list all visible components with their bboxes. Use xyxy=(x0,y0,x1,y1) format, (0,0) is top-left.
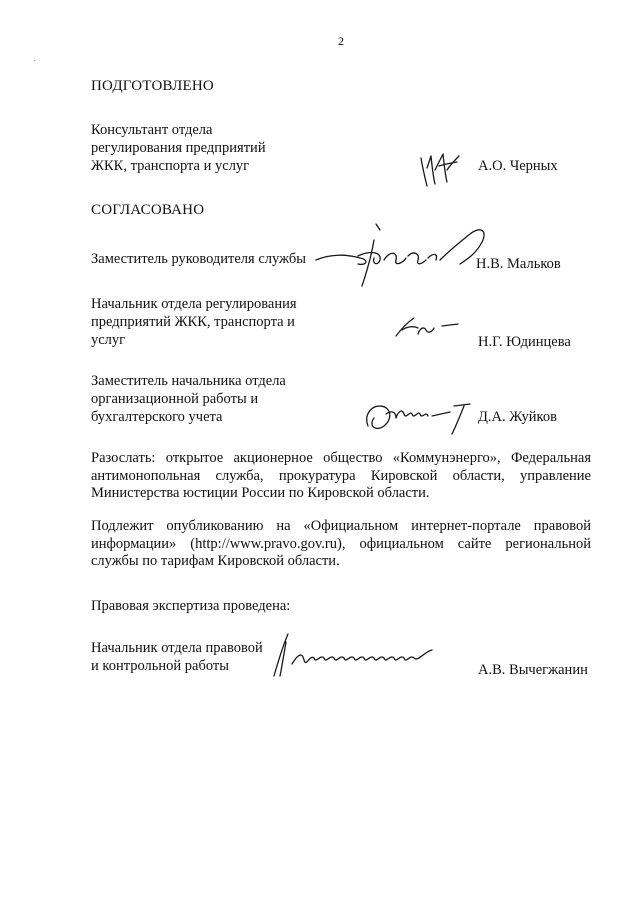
prepared-position-line-1: Консультант отдела xyxy=(91,122,213,138)
prepared-position-line-3: ЖКК, транспорта и услуг xyxy=(91,158,250,174)
signer-2-position-line-1: Начальник отдела регулирования xyxy=(91,296,297,312)
signer-1-position: Заместитель руководителя службы xyxy=(91,251,307,267)
legal-review-position-line-2: и контрольной работы xyxy=(91,658,229,674)
signature-vychegzhanin xyxy=(268,628,438,680)
scan-dot xyxy=(34,60,35,61)
signer-2-position-line-2: предприятий ЖКК, транспорта и xyxy=(91,314,295,330)
signer-1-name: Н.В. Мальков xyxy=(476,256,561,272)
publication-paragraph: Подлежит опубликованию на «Официальном интернет-портале правовой информации» (http://www.pravo.gov.ru), официальном сайте региональной службы по тарифам Кировской области. xyxy=(91,518,591,569)
page-number: 2 xyxy=(338,34,344,48)
signer-2-name: Н.Г. Юдинцева xyxy=(478,334,571,350)
prepared-position-line-2: регулирования предприятий xyxy=(91,140,266,156)
signature-yudintseva xyxy=(392,312,462,342)
agreed-heading: СОГЛАСОВАНО xyxy=(91,202,205,218)
signer-3-position-line-1: Заместитель начальника отдела xyxy=(91,373,286,389)
legal-review-statement: Правовая экспертиза проведена: xyxy=(91,598,291,614)
legal-review-position-line-1: Начальник отдела правовой xyxy=(91,640,263,656)
distribution-paragraph: Разослать: открытое акционерное общество «Коммунэнерго», Федеральная антимонопольная служба, прокуратура Кировской области, управление Министерства юстиции России по Кировской области. xyxy=(91,450,591,501)
prepared-heading: ПОДГОТОВЛЕНО xyxy=(91,78,214,94)
prepared-name: А.О. Черных xyxy=(478,158,558,174)
signature-malkov xyxy=(310,220,500,292)
signer-3-position-line-3: бухгалтерского учета xyxy=(91,409,223,425)
signer-2-position-line-3: услуг xyxy=(91,332,126,348)
signature-zhuykov xyxy=(360,396,475,436)
signer-3-position-line-2: организационной работы и xyxy=(91,391,259,407)
signature-chernykh xyxy=(415,148,465,190)
signer-3-name: Д.А. Жуйков xyxy=(478,409,557,425)
legal-review-name: А.В. Вычегжанин xyxy=(478,662,588,678)
